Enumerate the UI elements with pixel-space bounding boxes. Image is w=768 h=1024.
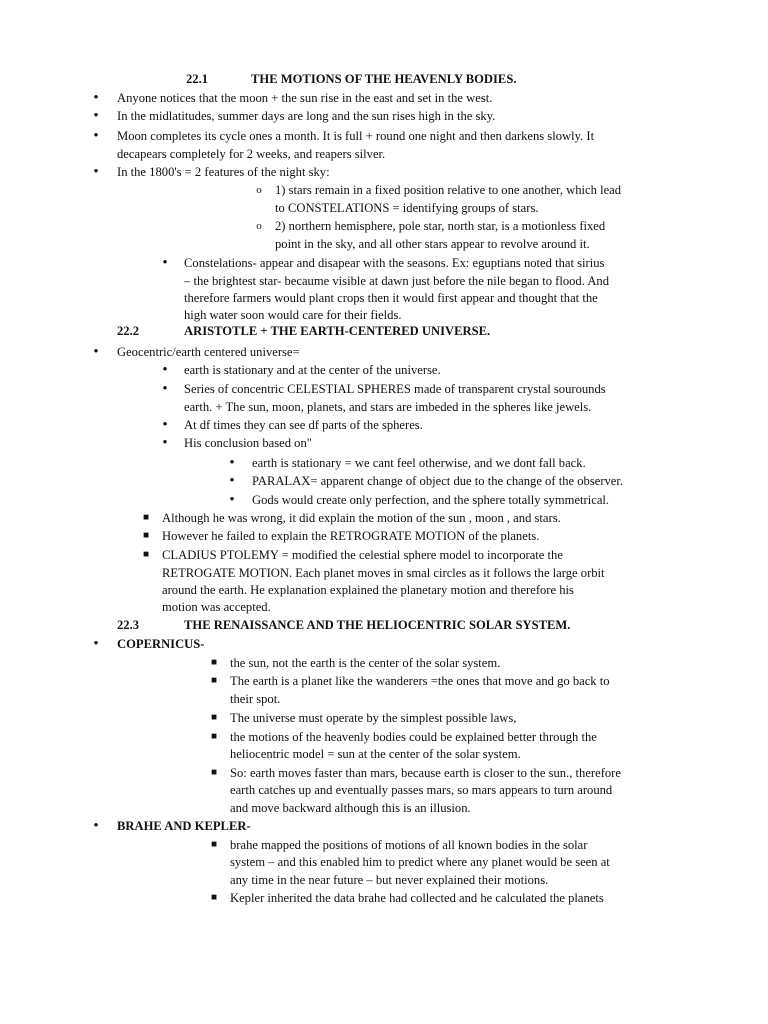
section-title: ARISTOTLE + THE EARTH-CENTERED UNIVERSE.: [184, 324, 491, 338]
list-item: The universe must operate by the simplest possible laws,: [230, 711, 517, 725]
list-item: Kepler inherited the data brahe had collected and he calculated the planets: [230, 891, 604, 905]
list-item: In the 1800's = 2 features of the night sky:: [117, 165, 330, 179]
bullet-square: ■: [142, 530, 150, 541]
bullet-disc: •: [93, 128, 99, 144]
list-item: His conclusion based on": [184, 436, 312, 450]
list-item: the sun, not the earth is the center of the solar system.: [230, 656, 501, 670]
list-item-continuation: their spot.: [230, 692, 281, 706]
list-item: Moon completes its cycle ones a month. It is full + round one night and then darkens slowly. It: [117, 129, 595, 143]
section-number: 22.3: [117, 618, 140, 632]
bullet-square: ■: [142, 549, 150, 560]
bullet-square: ■: [210, 767, 218, 778]
subheading: BRAHE AND KEPLER-: [117, 819, 251, 833]
list-item-continuation: earth. + The sun, moon, planets, and stars are imbeded in the spheres like jewels.: [184, 400, 592, 414]
bullet-square: ■: [210, 731, 218, 742]
list-item: 1) stars remain in a fixed position relative to one another, which lead: [275, 183, 622, 197]
bullet-disc: •: [93, 818, 99, 834]
bullet-disc: •: [229, 473, 235, 489]
list-item: PARALAX= apparent change of object due to the change of the observer.: [252, 474, 624, 488]
bullet-disc: •: [162, 362, 168, 378]
list-item: 2) northern hemisphere, pole star, north star, is a motionless fixed: [275, 219, 606, 233]
bullet-square: ■: [210, 712, 218, 723]
list-item: Series of concentric CELESTIAL SPHERES made of transparent crystal sourounds: [184, 382, 606, 396]
list-item: CLADIUS PTOLEMY = modified the celestial sphere model to incorporate the: [162, 548, 563, 562]
bullet-disc: •: [162, 417, 168, 433]
list-item: Although he was wrong, it did explain the motion of the sun , moon , and stars.: [162, 511, 561, 525]
list-item-continuation: motion was accepted.: [162, 600, 271, 614]
bullet-square: ■: [210, 839, 218, 850]
list-item: earth is stationary = we cant feel otherwise, and we dont fall back.: [252, 456, 586, 470]
list-item-continuation: system – and this enabled him to predict where any planet would be seen at: [230, 855, 610, 869]
list-item-continuation: – the brightest star- becaume visible at dawn just before the nile began to flood. And: [184, 274, 610, 288]
list-item: So: earth moves faster than mars, because earth is closer to the sun., therefore: [230, 766, 621, 780]
list-item-continuation: to CONSTELATIONS = identifying groups of stars.: [275, 201, 539, 215]
bullet-disc: •: [162, 435, 168, 451]
section-number: 22.1: [186, 72, 209, 86]
list-item: Constelations- appear and disapear with the seasons. Ex: eguptians noted that sirius: [184, 256, 605, 270]
list-item-continuation: decapears completely for 2 weeks, and reapers silver.: [117, 147, 386, 161]
bullet-disc: •: [162, 381, 168, 397]
list-item-continuation: high water soon would care for their fields.: [184, 308, 402, 322]
bullet-disc: •: [93, 108, 99, 124]
list-item-continuation: RETROGATE MOTION. Each planet moves in smal circles as it follows the large orbit: [162, 566, 605, 580]
bullet-disc: •: [93, 90, 99, 106]
list-item: At df times they can see df parts of the spheres.: [184, 418, 423, 432]
bullet-square: ■: [210, 657, 218, 668]
list-item-continuation: and move backward although this is an illusion.: [230, 801, 471, 815]
list-item-continuation: therefore farmers would plant crops then it would first appear and thought that the: [184, 291, 598, 305]
bullet-circle: o: [256, 220, 262, 232]
list-item: The earth is a planet like the wanderers =the ones that move and go back to: [230, 674, 610, 688]
list-item: earth is stationary and at the center of the universe.: [184, 363, 441, 377]
bullet-disc: •: [162, 255, 168, 271]
list-item-continuation: around the earth. He explanation explained the planetary motion and therefore his: [162, 583, 574, 597]
list-item-continuation: point in the sky, and all other stars appear to revolve around it.: [275, 237, 590, 251]
bullet-disc: •: [229, 492, 235, 508]
bullet-disc: •: [229, 455, 235, 471]
list-item-continuation: earth catches up and eventually passes mars, so mars appears to turn around: [230, 783, 613, 797]
section-title: THE MOTIONS OF THE HEAVENLY BODIES.: [251, 72, 517, 86]
list-item-continuation: heliocentric model = sun at the center of the solar system.: [230, 747, 521, 761]
bullet-disc: •: [93, 164, 99, 180]
bullet-square: ■: [210, 892, 218, 903]
section-number: 22.2: [117, 324, 140, 338]
bullet-disc: •: [93, 344, 99, 360]
bullet-square: ■: [210, 675, 218, 686]
bullet-square: ■: [142, 512, 150, 523]
section-title: THE RENAISSANCE AND THE HELIOCENTRIC SOLAR SYSTEM.: [184, 618, 571, 632]
list-item: Gods would create only perfection, and the sphere totally symmetrical.: [252, 493, 610, 507]
bullet-disc: •: [93, 636, 99, 652]
list-item: brahe mapped the positions of motions of all known bodies in the solar: [230, 838, 588, 852]
list-item: In the midlatitudes, summer days are long and the sun rises high in the sky.: [117, 109, 496, 123]
list-item: However he failed to explain the RETROGRATE MOTION of the planets.: [162, 529, 540, 543]
subheading: COPERNICUS-: [117, 637, 205, 651]
bullet-circle: o: [256, 184, 262, 196]
list-item: the motions of the heavenly bodies could be explained better through the: [230, 730, 597, 744]
list-item: Anyone notices that the moon + the sun rise in the east and set in the west.: [117, 91, 493, 105]
list-item: Geocentric/earth centered universe=: [117, 345, 300, 359]
list-item-continuation: any time in the near future – but never explained their motions.: [230, 873, 549, 887]
